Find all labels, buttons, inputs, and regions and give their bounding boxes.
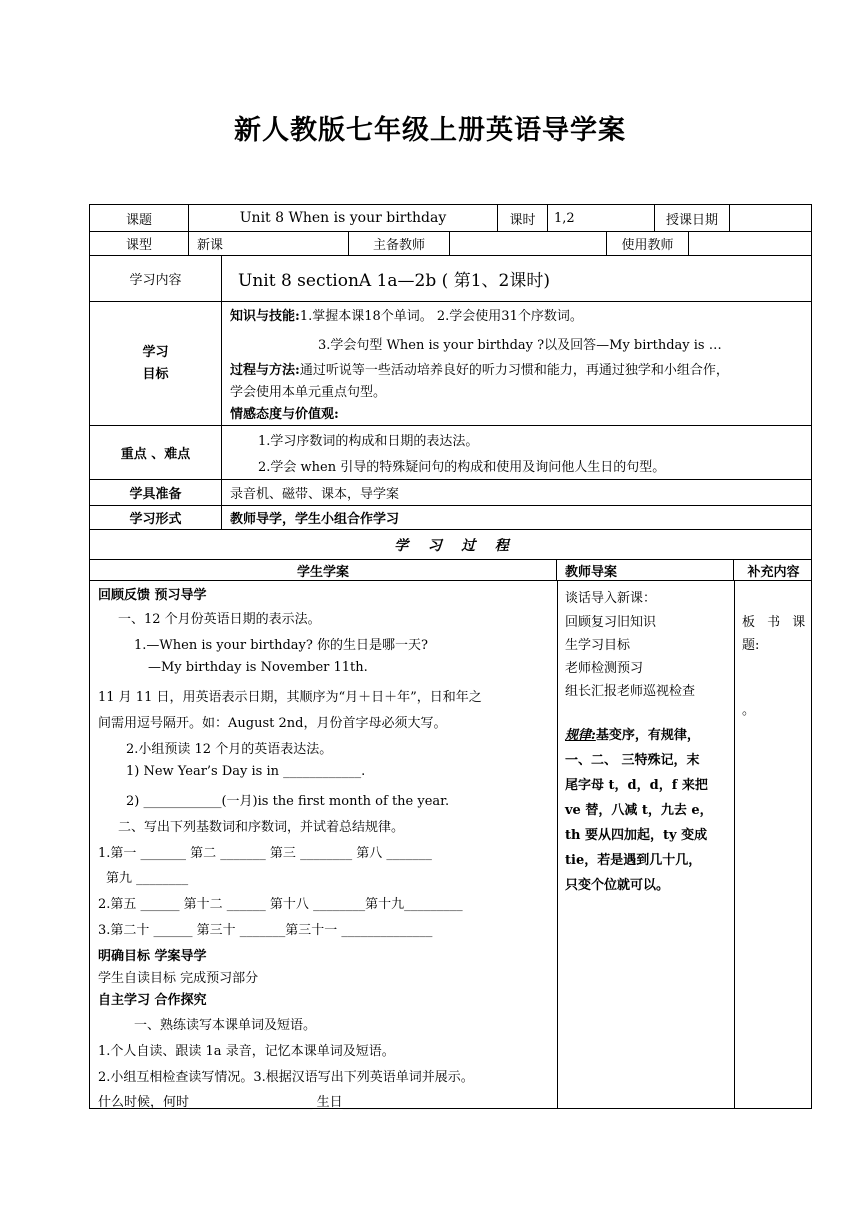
- student-line: 学生自读目标 完成预习部分: [98, 971, 259, 986]
- row-content: [90, 256, 811, 302]
- topic-label: 课题: [90, 205, 189, 231]
- col-extra-header: 补充内容: [747, 564, 800, 580]
- process-line: [230, 359, 729, 378]
- key-point-1: 1.学习序数词的构成和日期的表达法。: [258, 434, 479, 449]
- student-line: 2) ____________(一月)is the first month of the year.: [126, 794, 450, 809]
- col-teacher-header: 教师导案: [557, 560, 734, 580]
- page-title: 新人教版七年级上册英语导学案: [234, 115, 626, 146]
- objectives-label-2: 目标: [142, 366, 169, 382]
- student-line: 一、熟练读写本课单词及短语。: [134, 1018, 317, 1033]
- row-type: [90, 232, 811, 256]
- content-value: Unit 8 sectionA 1a—2b ( 第1、2课时): [238, 271, 550, 291]
- key-points-label: 重点 、难点: [90, 426, 222, 479]
- student-line: 1.个人自读、跟读 1a 录音，记忆本课单词及短语。: [98, 1044, 395, 1059]
- rule-line: tie，若是遇到几十几，: [565, 853, 702, 868]
- lesson-plan-table: [89, 204, 812, 1109]
- form-value: 教师导学，学生小组合作学习: [230, 512, 400, 527]
- student-line: 第九 ________: [106, 871, 189, 886]
- process-body: [90, 581, 813, 1108]
- type-value: 新课: [189, 232, 349, 255]
- rule-line: th 要从四加起，ty 变成: [565, 828, 708, 843]
- teacher-line: 谈话导入新课：: [565, 591, 657, 606]
- period-value: 1,2: [548, 205, 655, 231]
- col-student-header: 学生学案: [90, 560, 557, 580]
- objectives-label-1: 学习: [142, 344, 169, 360]
- rule-label: 规律:: [565, 728, 596, 743]
- row-process-title: [90, 530, 811, 560]
- student-line: 2.小组预读 12 个月的英语表达法。: [126, 742, 333, 757]
- user-teacher-label: 使用教师: [607, 232, 689, 255]
- teacher-rule-line: [565, 724, 700, 743]
- process-label: 过程与方法:: [230, 363, 300, 378]
- student-line: 11 月 11 日，用英语表示日期，其顺序为“月＋日＋年”，日和年之: [98, 690, 482, 705]
- extra-line: 板 书 课: [742, 615, 810, 630]
- process-line-2: 学会使用本单元重点句型。: [230, 385, 387, 400]
- student-line: 2.小组互相检查读写情况。3.根据汉语写出下列英语单词并展示。: [98, 1070, 474, 1085]
- student-line: 间需用逗号隔开。如：August 2nd，月份首字母必须大写。: [98, 716, 447, 731]
- rule-line: 尾字母 t，d，d，f 来把: [565, 778, 708, 793]
- extra-line: 题:: [742, 638, 760, 653]
- objectives-body: [222, 302, 813, 425]
- student-line: 二、写出下列基数词和序数词，并试着总结规律。: [118, 820, 405, 835]
- knowledge-line: [230, 305, 583, 324]
- student-heading-review: 回顾反馈 预习导学: [98, 588, 207, 603]
- student-line: 一、12 个月份英语日期的表示法。: [118, 612, 321, 627]
- row-topic: [90, 205, 811, 232]
- key-point-2: 2.学会 when 引导的特殊疑问句的构成和使用及询问他人生日的句型。: [258, 460, 666, 475]
- student-line: —My birthday is November 11th.: [148, 660, 368, 675]
- period-label: 课时: [498, 205, 548, 231]
- knowledge-label: 知识与技能:: [230, 309, 300, 324]
- main-teacher-label: 主备教师: [349, 232, 450, 255]
- knowledge-line-2: 3.学会句型 When is your birthday ?以及回答—My birthday is …: [318, 338, 722, 353]
- rule-line: 一、二、 三特殊记，末: [565, 753, 700, 768]
- tools-value: 录音机、磁带、课本，导学案: [230, 487, 400, 502]
- extra-line: 。: [742, 703, 756, 718]
- rule-line: 只变个位就可以。: [565, 878, 670, 893]
- key-points-body: [222, 426, 813, 479]
- row-key-points: [90, 426, 811, 480]
- content-label: 学习内容: [90, 256, 222, 301]
- teacher-line: 回顾复习旧知识: [565, 615, 657, 630]
- process-text: 通过听说等一些活动培养良好的听力习惯和能力，再通过独学和小组合作，: [299, 363, 729, 378]
- rule-text: 基变序，有规律，: [595, 728, 700, 743]
- student-heading-goal: 明确目标 学案导学: [98, 949, 207, 964]
- row-form: [90, 506, 811, 530]
- teach-date-label: 授课日期: [655, 205, 730, 231]
- row-tools: [90, 480, 811, 506]
- user-teacher-value: [689, 232, 813, 255]
- type-label: 课型: [90, 232, 189, 255]
- form-label: 学习形式: [90, 506, 222, 529]
- emotion-label: 情感态度与价值观:: [230, 407, 339, 422]
- topic-value: Unit 8 When is your birthday: [189, 205, 498, 231]
- row-column-headers: [90, 560, 811, 581]
- teacher-line: 老师检测预习: [565, 661, 644, 676]
- teacher-line: 组长汇报老师巡视检查: [565, 684, 696, 699]
- student-line: 什么时候，何时___________________ 生日_______________: [98, 1095, 441, 1110]
- student-line: 3.第二十 ______ 第三十 _______第三十一 ______________: [98, 923, 433, 938]
- student-line: 1) New Year’s Day is in ____________.: [126, 764, 366, 779]
- objectives-label: [90, 302, 222, 425]
- main-teacher-value: [450, 232, 607, 255]
- student-heading-self-study: 自主学习 合作探究: [98, 993, 207, 1008]
- student-line: 1.—When is your birthday? 你的生日是哪一天?: [134, 638, 428, 653]
- row-objectives: [90, 302, 811, 426]
- student-line: 2.第五 ______ 第十二 ______ 第十八 ________第十九_________: [98, 897, 463, 912]
- tools-label: 学具准备: [90, 480, 222, 505]
- process-title: 学 习 过 程: [394, 537, 509, 554]
- rule-line: ve 替，八减 t，九去 e，: [565, 803, 713, 818]
- student-line: 1.第一 _______ 第二 _______ 第三 ________ 第八 _______: [98, 846, 432, 861]
- knowledge-text: 1.掌握本课18个单词。 2.学会使用31个序数词。: [299, 309, 583, 324]
- teacher-line: 生学习目标: [565, 638, 631, 653]
- teach-date-value: [730, 205, 813, 231]
